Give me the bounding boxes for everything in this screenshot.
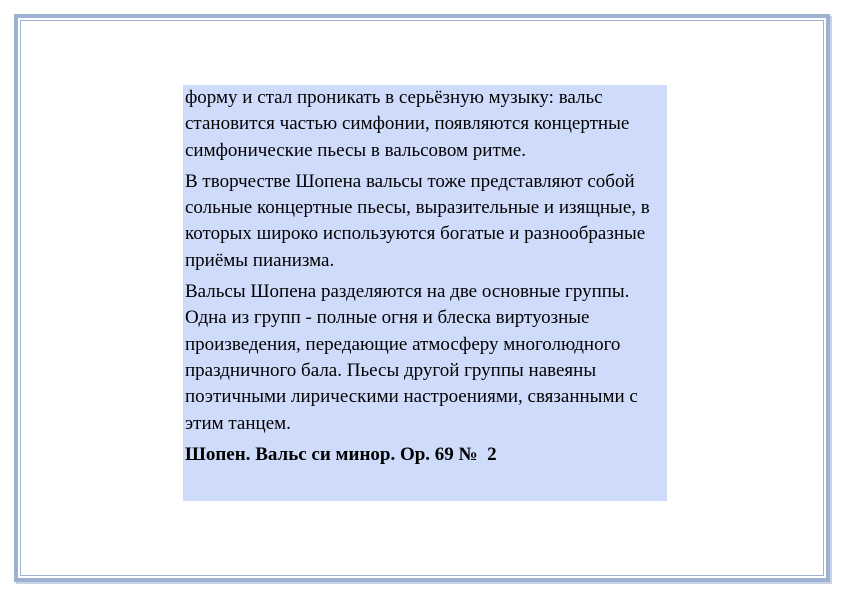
text-box xyxy=(183,85,667,501)
paragraph-waltz-symphony: форму и стал проникать в серьёзную музыку: вальс становится частью симфонии, появляются концертные симфонические пьесы в вальсовом ритме. xyxy=(185,87,630,161)
piece-title: Шопен. Вальс си минор. Ор. 69 № 2 xyxy=(185,443,497,465)
paragraph-chopin-waltz-groups: Вальсы Шопена разделяются на две основные группы. Одна из групп - полные огня и блеска виртуозные произведения, передающие атмосферу многолюдного праздничного бала. Пьесы другой группы навеяны поэтичными лирическими настроениями, связанными с этим танцем. xyxy=(185,281,638,434)
paragraph-chopin-concert-pieces: В творчестве Шопена вальсы тоже представляют собой сольные концертные пьесы, выразительные и изящные, в которых широко используются богатые и разнообразные приёмы пианизма. xyxy=(185,170,650,271)
